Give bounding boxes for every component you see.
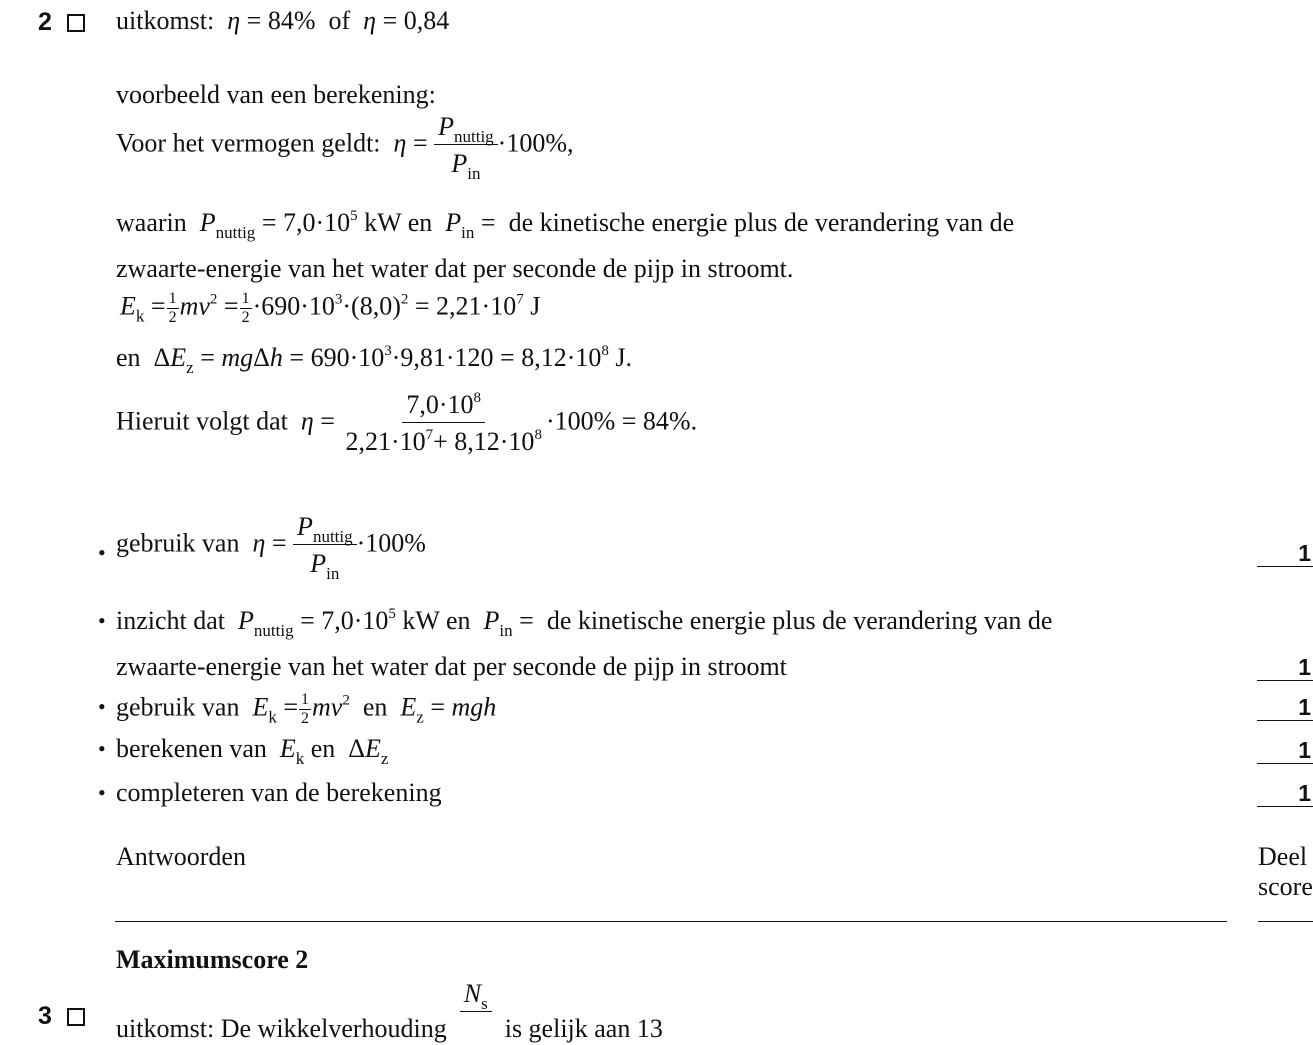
criterion-1: gebruik van η = $\frac{P_{nuttig}}{P_{in}}$ ·100% [116, 512, 426, 583]
example-heading: voorbeeld van een berekening: [116, 80, 436, 109]
delta-ez-calculation: en $\Delta E_z = mg\Delta h = 690\cdot 10^3\cdot 9,81\cdot 120 = 8,12\cdot 10^8$ J. [116, 343, 632, 377]
uitkomst-line: uitkomst: η = 84% of η = 0,84 [116, 6, 450, 35]
criterion-2: inzicht dat $P_{nuttig} = 7,0\cdot 10^5$ kW en $P_{in}$ = de kinetische energie plus de verandering van de [116, 606, 1053, 640]
score-1: 1 [1257, 540, 1313, 567]
bullet: • [98, 540, 106, 565]
efficiency-formula: Voor het vermogen geldt: η = $\frac{P_{nuttig}}{P_{in}}$ ·100%, [116, 112, 574, 183]
antwoorden-label: Antwoorden [116, 842, 246, 871]
divider-line-score [1258, 921, 1313, 922]
bullet: • [98, 780, 106, 805]
divider-line [115, 921, 1227, 922]
score-3: 1 [1257, 694, 1313, 721]
result-formula: Hieruit volgt dat η = $\frac{7,0\cdot 10^8}{2,21\cdot 10^7+ 8,12\cdot 10^8}$ ·100% = 84%. [116, 390, 698, 456]
question-number: 3 [38, 1002, 52, 1030]
answer-checkbox[interactable] [67, 14, 85, 32]
answer-checkbox[interactable] [67, 1008, 85, 1026]
maximumscore-heading: Maximumscore 2 [116, 945, 309, 974]
bullet: • [98, 736, 106, 761]
ek-calculation: $E_k$ = $\frac{1}{2}$ $mv^2$ = $\frac{1}{2}$ $\cdot 690\cdot 10^3\cdot(8,0)^2 = 2,21\cdot 10^7$ J [120, 290, 541, 326]
criterion-2-line2: zwaarte-energie van het water dat per seconde de pijp in stroomt [116, 652, 787, 681]
bullet: • [98, 694, 106, 719]
bullet: • [98, 608, 106, 633]
score-4: 1 [1257, 737, 1313, 764]
criterion-5: completeren van de berekening [116, 778, 442, 807]
q3-uitkomst-line: uitkomst: De wikkelverhouding $N_s$ is gelijk aan 13 [116, 979, 663, 1044]
waarin-line: waarin $P_{nuttig} = 7,0\cdot 10^5$ kW en $P_{in}$ = de kinetische energie plus de verandering van de [116, 208, 1015, 242]
question-number: 2 [38, 8, 52, 36]
criterion-4: berekenen van $E_k$ en $\Delta E_z$ [116, 734, 389, 768]
score-2: 1 [1257, 654, 1313, 681]
zwaarte-line: zwaarte-energie van het water dat per seconde de pijp in stroomt. [116, 254, 794, 283]
deelscore-label: Deel score [1258, 842, 1313, 901]
criterion-3: gebruik van $E_k$ = $\frac{1}{2}$ $mv^2$ en $E_z$ = mgh [116, 691, 497, 727]
score-5: 1 [1257, 780, 1313, 807]
